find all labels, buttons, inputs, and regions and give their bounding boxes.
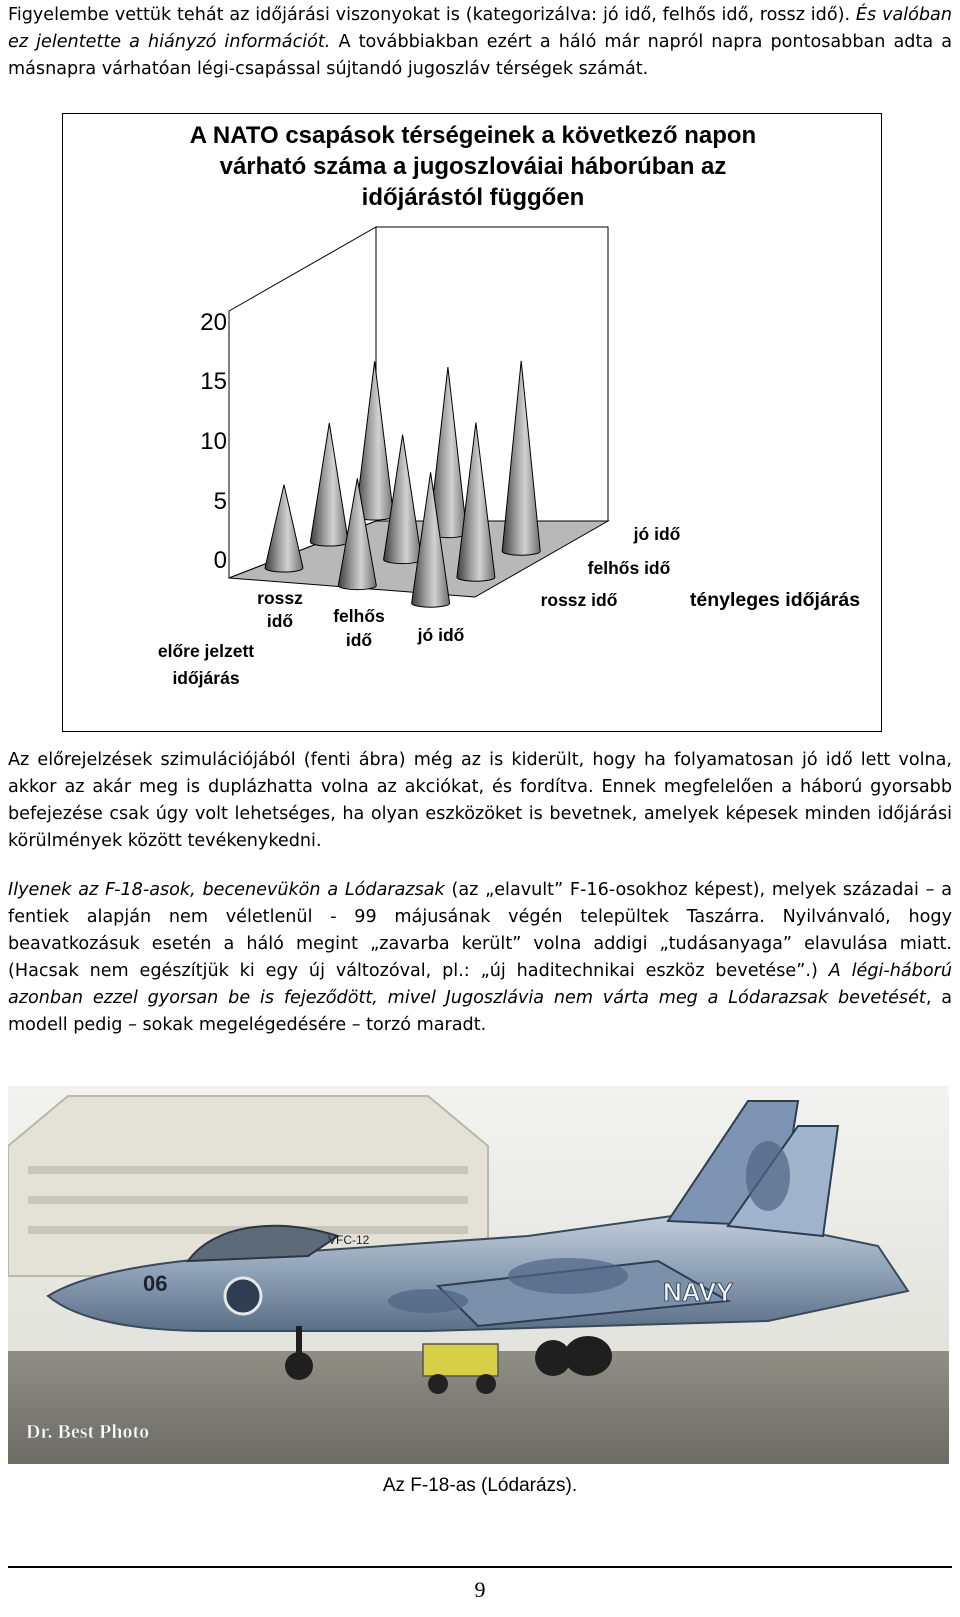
chart-back-wall [376, 227, 608, 521]
jet-squadron-text: VFC-12 [328, 1233, 370, 1247]
navy-roundel [225, 1278, 261, 1314]
x-category-label: idő [266, 611, 294, 631]
body-text: , a modell pedig – sokak megelégedésére – torzó maradt. [8, 988, 952, 1035]
y-tick-label: 10 [200, 428, 227, 455]
chart-title-line-3: időjárástól függően [361, 184, 585, 211]
x-axis-title: előre jelzett [157, 641, 255, 661]
body-italic-text: Ilyenek az F-18-asok, becenevükön a Lódarazsak [8, 880, 445, 900]
body-paragraph-1: Az előrejelzések szimulációjából (fenti ábra) még az is kiderült, hogy ha folyamatosan jó idő lett volna, akkor az akár meg is duplázhatta volna az akciókat, és fordítva. Ennek megfelelően a háború gyorsabb befejezése csak úgy volt lehetséges, ha olyan eszközöket is bevetnek, amelyek képesek minden időjárási körülmények között tevékenykedni. [8, 750, 952, 851]
jet-number: 06 [143, 1271, 168, 1296]
intro-italic-text: És valóban ez jelentette a hiányzó információt. [8, 5, 952, 52]
chart-title-line-1: A NATO csapások térségeinek a következő napon [189, 122, 757, 149]
footer-divider [8, 1566, 952, 1568]
chart-title-line-2: várható száma a jugoszlováiai háborúban az [219, 153, 727, 180]
x-category-label: idő [345, 630, 373, 650]
depth-category-label: rossz idő [540, 590, 618, 610]
body-text: (az „elavult” F-16-osokhoz képest), melyek századai – a fentiek alapján nem véletlenül - 99 májusának végén települtek Taszárra. Nyilvánvaló, hogy beavatkozásuk esetén a háló megint „zavarba került” volna addigi „tudásanyaga” elavulása miatt. (Hacsak nem egészítjük ki egy új változóval, pl.: „új haditechnikai eszköz bevetése”.) [8, 880, 952, 981]
photo-caption: Az F-18-as (Lódarázs). [382, 1475, 578, 1496]
x-category-label: jó idő [417, 625, 465, 645]
x-category-label: felhős [333, 606, 385, 626]
depth-category-label: felhős idő [587, 558, 671, 578]
intro-rest-text: A továbbiakban ezért a háló már napról napra pontosabban adta a másnapra várhatóan légi-csapással sújtandó jugoszláv térségek számát. [8, 32, 952, 79]
y-tick-label: 20 [200, 309, 227, 336]
body-italic-text: A légi-háború azonban ezzel gyorsan be is fejeződött, mivel Jugoszlávia nem várta meg a Lódarazsak bevetését [8, 961, 952, 1008]
intro-text: Figyelembe vettük tehát az időjárási viszonyokat is (kategorizálva: jó idő, felhős idő, rossz idő). [8, 5, 851, 25]
jet-navy-text: NAVY [663, 1277, 734, 1307]
depth-axis-title: tényleges időjárás [689, 589, 861, 611]
cone-bar [310, 423, 348, 546]
cone-bar [265, 485, 303, 572]
photo-watermark: Dr. Best Photo [26, 1421, 150, 1443]
cone-bar [502, 361, 540, 555]
x-category-label: rossz [257, 588, 303, 608]
cone-chart [62, 113, 882, 732]
y-tick-label: 0 [213, 547, 227, 574]
f18-photo [8, 1086, 949, 1464]
intro-paragraph [8, 2, 952, 83]
body-paragraph-2 [8, 877, 952, 1039]
y-tick-label: 5 [213, 488, 227, 515]
chart-canvas [63, 114, 883, 733]
depth-category-label: jó idő [633, 524, 681, 544]
cone-bar [356, 361, 394, 520]
y-tick-label: 15 [200, 368, 227, 395]
page-number: 9 [474, 1577, 486, 1602]
x-axis-title: időjárás [172, 668, 240, 688]
